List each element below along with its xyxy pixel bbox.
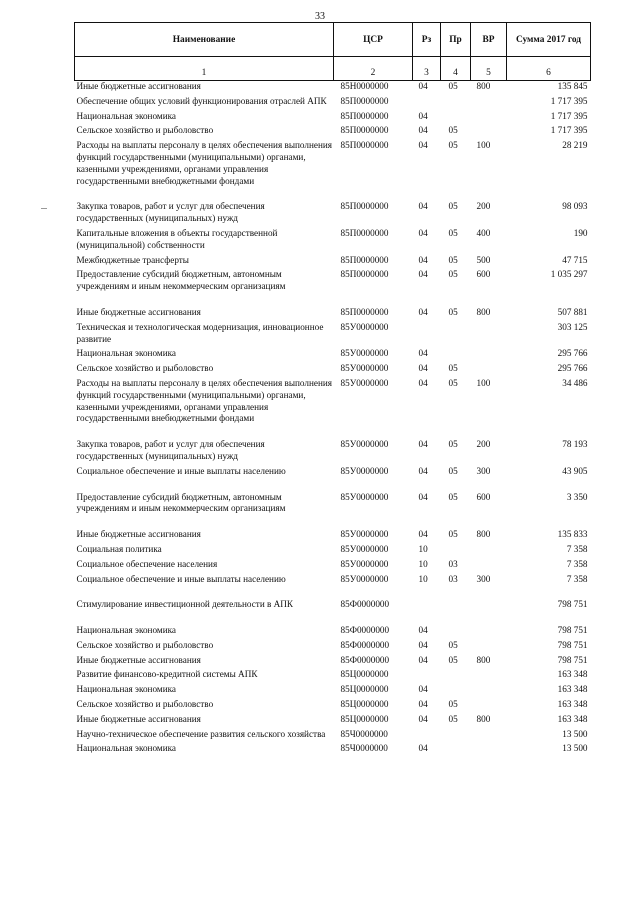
row-pr: 05 (448, 713, 458, 724)
row-pr (441, 322, 471, 349)
row-sum: 163 348 (557, 713, 588, 724)
row-pr: 03 (448, 558, 458, 569)
table-row (75, 714, 591, 729)
row-pr: 05 (448, 491, 458, 502)
row-csr: 85Н0000000 (340, 81, 389, 91)
row-csr: 85П0000000 (340, 254, 389, 265)
row-csr: 85П0000000 (340, 269, 389, 280)
row-name: Межбюджетные трансферты (76, 254, 189, 265)
row-sum: 798 751 (557, 639, 588, 650)
row-name: Социальное обеспечение и иные выплаты населению (76, 465, 286, 476)
row-csr: 85П0000000 (340, 201, 389, 212)
row-rz: 10 (418, 573, 428, 584)
row-pr: 05 (448, 439, 458, 450)
row-rz: 04 (418, 377, 428, 388)
row-name: Иные бюджетные ассигнования (76, 529, 201, 540)
table-header (75, 23, 591, 81)
header-name: Наименование (75, 23, 334, 57)
row-csr: 85Ф0000000 (340, 654, 390, 665)
row-rz: 04 (418, 529, 428, 540)
row-sum: 135 833 (557, 529, 588, 540)
table-row (75, 439, 591, 466)
row-sum: 798 751 (557, 599, 588, 610)
row-pr: 05 (448, 254, 458, 265)
row-vr: 800 (476, 306, 491, 317)
table-row (75, 599, 591, 625)
row-csr: 85У0000000 (340, 573, 389, 584)
row-name: Обеспечение общих условий функционирования отраслей АПК (76, 95, 327, 106)
table-row (75, 140, 591, 201)
row-name: Иные бюджетные ассигнования (76, 81, 201, 91)
row-rz: 04 (418, 269, 428, 280)
table-row (75, 559, 591, 574)
table-row (75, 201, 591, 228)
row-rz: 04 (418, 254, 428, 265)
row-sum: 43 905 (562, 465, 588, 476)
row-name: Национальная экономика (76, 625, 177, 636)
row-pr (441, 743, 471, 758)
row-rz (413, 669, 441, 684)
row-sum: 78 193 (562, 439, 588, 450)
row-csr: 85У0000000 (340, 439, 389, 450)
row-pr: 03 (448, 573, 458, 584)
row-name: Социальная политика (76, 543, 162, 554)
row-vr (471, 599, 507, 625)
row-csr: 85П0000000 (340, 306, 389, 317)
row-vr: 500 (476, 254, 491, 265)
row-sum: 7 358 (566, 543, 588, 554)
row-sum: 303 125 (557, 321, 588, 332)
row-csr: 85У0000000 (340, 491, 389, 502)
row-sum: 47 715 (562, 254, 588, 265)
column-number: 6 (507, 57, 591, 81)
row-rz: 04 (418, 625, 428, 636)
row-name: Иные бюджетные ассигнования (76, 713, 201, 724)
row-vr: 100 (476, 140, 491, 151)
row-pr: 05 (448, 363, 458, 374)
row-csr: 85Ц0000000 (340, 699, 389, 710)
row-rz: 04 (418, 227, 428, 238)
table-body (75, 81, 591, 759)
row-pr (441, 111, 471, 126)
row-csr: 85Ц0000000 (340, 713, 389, 724)
row-vr (471, 729, 507, 744)
row-pr: 05 (448, 269, 458, 280)
row-pr: 05 (448, 639, 458, 650)
row-csr: 85У0000000 (340, 377, 389, 388)
table-row (75, 378, 591, 439)
row-csr: 85Ч0000000 (340, 728, 388, 739)
row-csr: 85П0000000 (340, 110, 389, 121)
row-sum: 13 500 (562, 728, 588, 739)
row-rz: 04 (418, 306, 428, 317)
row-rz (413, 322, 441, 349)
row-name: Иные бюджетные ассигнования (76, 306, 201, 317)
row-vr (471, 111, 507, 126)
row-sum: 28 219 (562, 140, 588, 151)
table-row (75, 125, 591, 140)
row-pr (441, 599, 471, 625)
table-row (75, 544, 591, 559)
row-rz: 04 (418, 743, 428, 754)
row-rz (413, 599, 441, 625)
row-vr: 200 (476, 201, 491, 212)
table-row (75, 640, 591, 655)
table-row (75, 96, 591, 111)
row-sum: 7 358 (566, 573, 588, 584)
page-number: 33 (315, 11, 325, 22)
row-pr (441, 625, 471, 640)
row-vr (471, 640, 507, 655)
table-row (75, 348, 591, 363)
row-name: Закупка товаров, работ и услуг для обеспечения государственных (муниципальных) нужд (76, 439, 265, 461)
row-pr: 05 (448, 140, 458, 151)
row-vr: 800 (476, 529, 491, 540)
header-sum: Сумма 2017 год (507, 23, 591, 57)
column-number: 5 (471, 57, 507, 81)
row-sum: 163 348 (557, 699, 588, 710)
row-rz: 04 (418, 491, 428, 502)
row-name: Социальное обеспечение и иные выплаты населению (76, 573, 286, 584)
row-name: Расходы на выплаты персоналу в целях обеспечения выполнения функций государственными (муниципальными) органами, казенными учреждениями, органами управления государственными внебюджетными фондами (76, 377, 333, 424)
column-number: 4 (441, 57, 471, 81)
row-sum: 507 881 (557, 306, 588, 317)
row-pr (441, 348, 471, 363)
row-name: Сельское хозяйство и рыболовство (76, 639, 214, 650)
budget-table-container (74, 22, 590, 758)
row-rz: 04 (418, 684, 428, 695)
row-sum: 1 717 395 (550, 95, 588, 106)
row-sum: 295 766 (557, 348, 588, 359)
row-csr: 85П0000000 (340, 125, 389, 136)
row-csr: 85У0000000 (340, 529, 389, 540)
row-rz: 04 (418, 639, 428, 650)
row-rz: 10 (418, 558, 428, 569)
row-pr: 05 (448, 465, 458, 476)
row-csr: 85Ч0000000 (340, 743, 388, 754)
row-name: Капитальные вложения в объекты государственной (муниципальной) собственности (76, 227, 278, 250)
row-vr (471, 625, 507, 640)
row-name: Закупка товаров, работ и услуг для обеспечения государственных (муниципальных) нужд (76, 201, 265, 224)
row-rz: 04 (418, 81, 428, 91)
table-row (75, 466, 591, 492)
row-csr: 85Ф0000000 (340, 639, 390, 650)
row-name: Расходы на выплаты персоналу в целях обеспечения выполнения функций государственными (муниципальными) органами, казенными учреждениями, органами управления государственными внебюджетными фондами (76, 140, 333, 186)
table-row (75, 699, 591, 714)
row-csr: 85П0000000 (340, 140, 389, 151)
row-rz: 04 (418, 654, 428, 665)
row-vr: 400 (476, 227, 491, 238)
row-vr: 800 (476, 81, 491, 91)
row-sum: 163 348 (557, 684, 588, 695)
column-number: 2 (334, 57, 413, 81)
row-sum: 98 093 (562, 201, 588, 212)
row-vr: 100 (476, 377, 491, 388)
table-row (75, 574, 591, 600)
row-name: Предоставление субсидий бюджетным, автономным учреждениям и иным некоммерческим организациям (76, 491, 286, 514)
row-vr (471, 348, 507, 363)
row-pr: 05 (448, 201, 458, 212)
row-vr (471, 559, 507, 574)
row-pr: 05 (448, 699, 458, 710)
row-vr: 300 (476, 573, 491, 584)
row-rz: 04 (418, 713, 428, 724)
header-rz: Рз (413, 23, 441, 57)
row-sum: 3 350 (566, 491, 588, 502)
row-vr (471, 125, 507, 140)
row-sum: 163 348 (557, 669, 588, 680)
row-csr: 85У0000000 (340, 363, 389, 374)
column-number: 1 (75, 57, 334, 81)
row-sum: 135 845 (557, 81, 588, 91)
row-vr: 800 (476, 654, 491, 665)
row-pr: 05 (448, 81, 458, 91)
row-sum: 190 (573, 227, 588, 238)
row-vr: 800 (476, 713, 491, 724)
table-row (75, 255, 591, 270)
row-vr: 200 (476, 439, 491, 450)
row-pr (441, 684, 471, 699)
row-sum: 798 751 (557, 654, 588, 665)
row-csr: 85Ц0000000 (340, 684, 389, 695)
row-csr: 85П0000000 (340, 227, 389, 238)
row-csr: 85Ц0000000 (340, 669, 389, 680)
row-pr: 05 (448, 306, 458, 317)
table-row (75, 684, 591, 699)
header-pr: Пр (441, 23, 471, 57)
row-name: Национальная экономика (76, 110, 177, 121)
row-rz: 04 (418, 465, 428, 476)
row-name: Национальная экономика (76, 684, 177, 695)
row-rz: 10 (418, 543, 428, 554)
row-name: Стимулирование инвестиционной деятельности в АПК (76, 599, 294, 610)
row-name: Национальная экономика (76, 348, 177, 359)
row-name: Сельское хозяйство и рыболовство (76, 699, 214, 710)
row-csr: 85У0000000 (340, 348, 389, 359)
row-pr: 05 (448, 377, 458, 388)
row-csr: 85Ф0000000 (340, 625, 390, 636)
header-row (75, 23, 591, 57)
row-pr (441, 669, 471, 684)
row-vr (471, 322, 507, 349)
row-pr (441, 729, 471, 744)
table-row (75, 669, 591, 684)
row-sum: 1 717 395 (550, 110, 588, 121)
row-vr (471, 684, 507, 699)
row-rz: 04 (418, 439, 428, 450)
row-csr: 85Ф0000000 (340, 599, 390, 610)
row-sum: 13 500 (562, 743, 588, 754)
table-row (75, 529, 591, 544)
row-csr: 85У0000000 (340, 558, 389, 569)
row-rz (413, 729, 441, 744)
table-row (75, 269, 591, 307)
row-rz: 04 (418, 140, 428, 151)
table-row (75, 625, 591, 640)
row-sum: 295 766 (557, 363, 588, 374)
table-row (75, 492, 591, 530)
table-row (75, 322, 591, 349)
row-sum: 1 035 297 (550, 269, 588, 280)
row-name: Техническая и технологическая модернизация, инновационное развитие (76, 321, 324, 344)
row-csr: 85У0000000 (340, 543, 389, 554)
row-name: Научно-техническое обеспечение развития сельского хозяйства (76, 728, 326, 739)
row-vr (471, 743, 507, 758)
row-name: Сельское хозяйство и рыболовство (76, 125, 214, 136)
row-vr (471, 544, 507, 559)
table-row (75, 228, 591, 255)
row-rz: 04 (418, 363, 428, 374)
row-pr: 05 (448, 125, 458, 136)
column-number: 3 (413, 57, 441, 81)
row-vr (471, 363, 507, 378)
row-sum: 798 751 (557, 625, 588, 636)
row-pr: 05 (448, 529, 458, 540)
table-row (75, 111, 591, 126)
header-csr: ЦСР (334, 23, 413, 57)
row-rz: 04 (418, 348, 428, 359)
row-name: Иные бюджетные ассигнования (76, 654, 201, 665)
row-vr: 600 (476, 269, 491, 280)
column-number-row (75, 57, 591, 81)
row-vr: 600 (476, 491, 491, 502)
row-sum: 1 717 395 (550, 125, 588, 136)
row-vr (471, 96, 507, 111)
table-row (75, 729, 591, 744)
row-name: Социальное обеспечение населения (76, 558, 218, 569)
margin-mark (41, 208, 47, 209)
row-pr: 05 (448, 654, 458, 665)
row-name: Национальная экономика (76, 743, 177, 754)
budget-table (74, 22, 591, 758)
row-name: Предоставление субсидий бюджетным, автономным учреждениям и иным некоммерческим организациям (76, 269, 286, 292)
row-csr: 85У0000000 (340, 321, 389, 332)
table-row (75, 81, 591, 96)
row-rz: 04 (418, 110, 428, 121)
table-row (75, 655, 591, 670)
row-pr (441, 544, 471, 559)
row-rz: 04 (418, 201, 428, 212)
row-vr (471, 699, 507, 714)
table-row (75, 363, 591, 378)
row-name: Развитие финансово-кредитной системы АПК (76, 669, 258, 680)
row-vr (471, 669, 507, 684)
table-row (75, 307, 591, 322)
row-rz: 04 (418, 125, 428, 136)
header-vr: ВР (471, 23, 507, 57)
row-name: Сельское хозяйство и рыболовство (76, 363, 214, 374)
row-csr: 85П0000000 (340, 95, 389, 106)
row-pr (441, 96, 471, 111)
row-rz: 04 (418, 699, 428, 710)
row-sum: 34 486 (562, 377, 588, 388)
row-sum: 7 358 (566, 558, 588, 569)
row-pr: 05 (448, 227, 458, 238)
row-csr: 85У0000000 (340, 465, 389, 476)
row-rz (413, 96, 441, 111)
row-vr: 300 (476, 465, 491, 476)
table-row (75, 743, 591, 758)
